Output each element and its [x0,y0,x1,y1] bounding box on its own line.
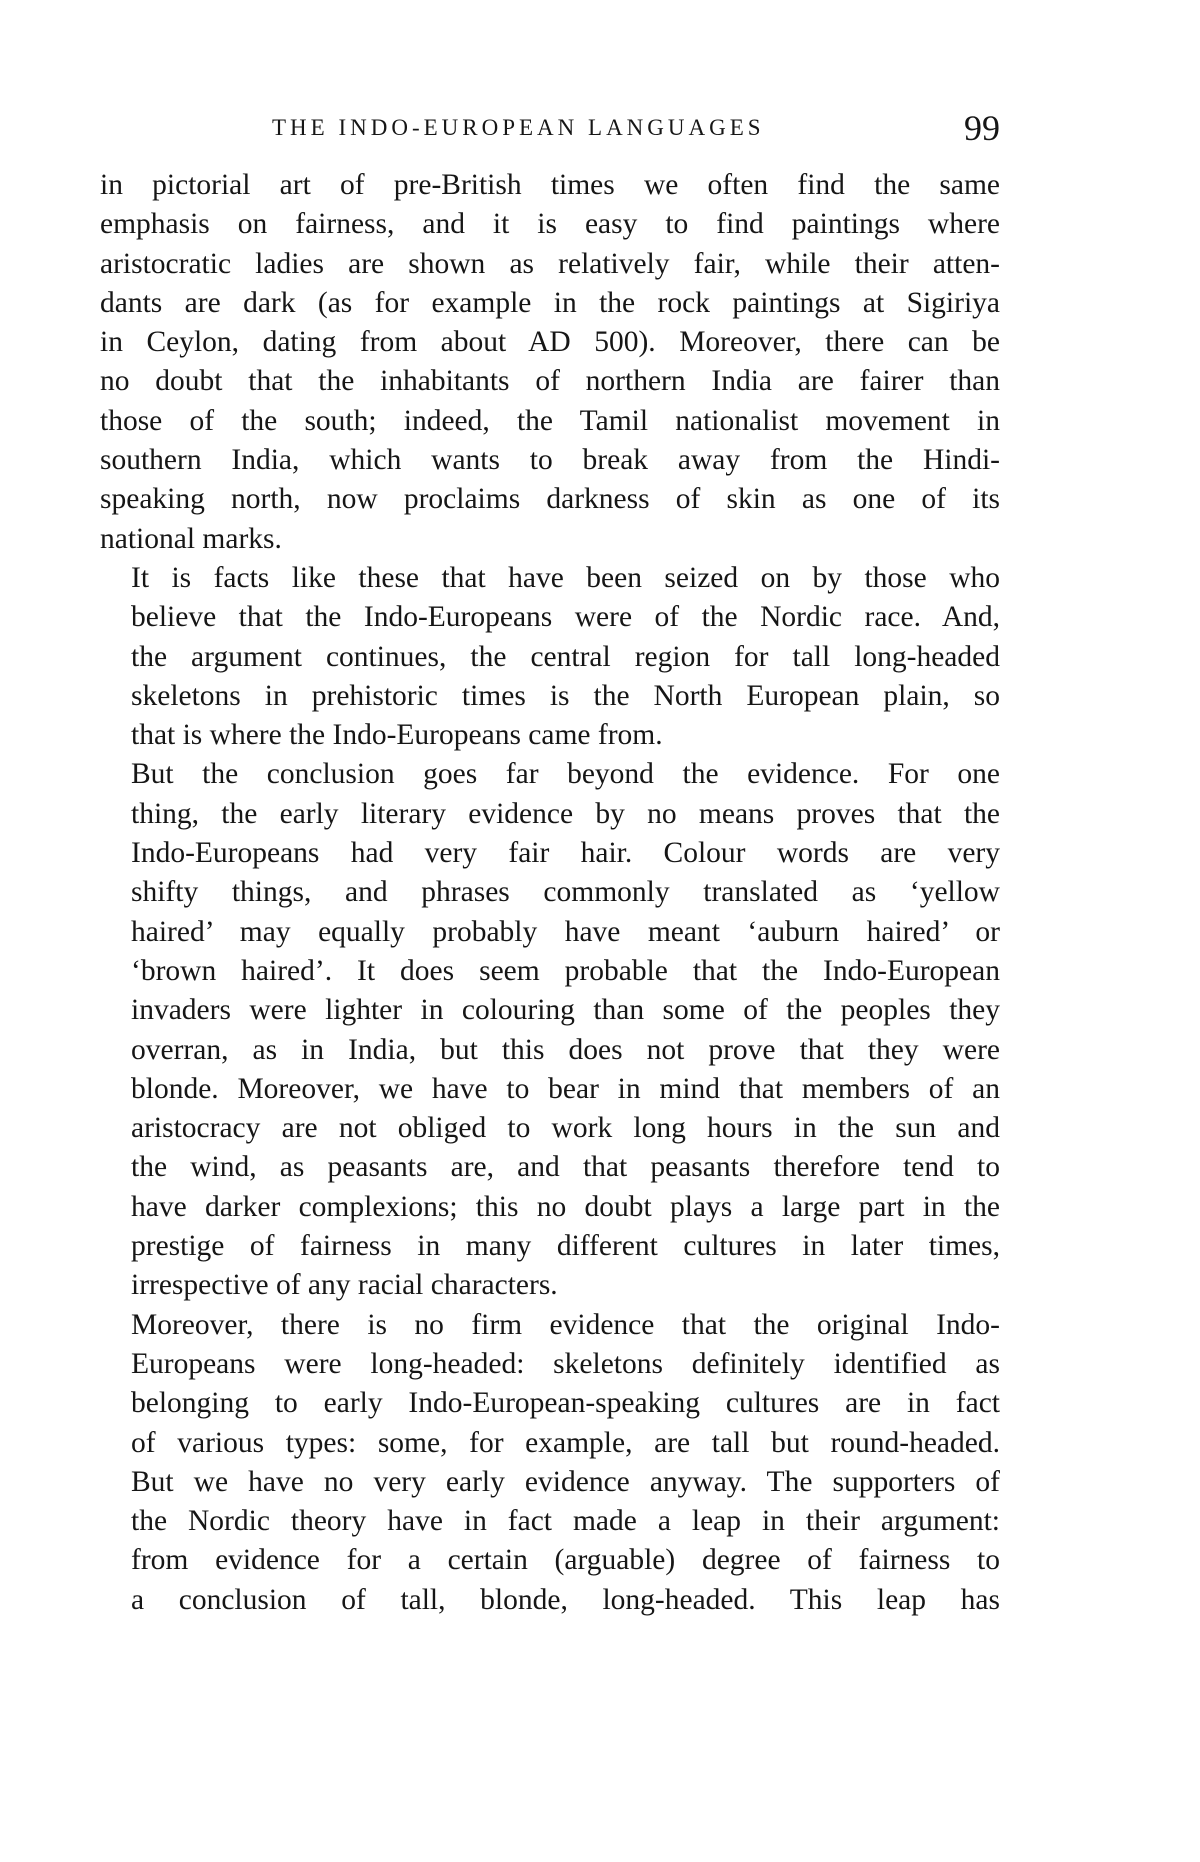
text-line: Indo-Europeans had very fair hair. Colour words are very [131,837,1000,870]
text-line: blonde. Moreover, we have to bear in mind that members of an [131,1072,1000,1105]
text-line: aristocracy are not obliged to work long hours in the sun and [131,1112,1000,1145]
text-line: Moreover, there is no firm evidence that the original Indo- [131,1308,1000,1341]
text-line: thing, the early literary evidence by no means proves that the [131,797,1000,830]
text-line: aristocratic ladies are shown as relatively fair, while their atten- [100,247,1000,280]
text-line: in Ceylon, dating from about AD 500). Moreover, there can be [100,326,1000,359]
paragraph-1 [100,166,1000,559]
body-text [100,166,1000,1620]
text-line: overran, as in India, but this does not prove that they were [131,1033,1000,1066]
running-title: THE INDO-EUROPEAN LANGUAGES [272,115,765,140]
text-line: the wind, as peasants are, and that peasants therefore tend to [131,1151,1000,1184]
text-line: believe that the Indo-Europeans were of the Nordic race. And, [131,601,1000,634]
paragraph-3 [100,755,1000,1305]
text-line: It is facts like these that have been seized on by those who [131,561,1000,594]
text-line: invaders were lighter in colouring than some of the peoples they [131,994,1000,1027]
running-header [100,108,1000,148]
paragraph-4 [100,1306,1000,1620]
text-line: speaking north, now proclaims darkness of skin as one of its [100,483,1000,516]
text-line: from evidence for a certain (arguable) degree of fairness to [131,1544,1000,1577]
text-line: a conclusion of tall, blonde, long-headed. This leap has [131,1583,1000,1616]
text-line: that is where the Indo-Europeans came from. [131,719,663,752]
text-line: the Nordic theory have in fact made a leap in their argument: [131,1505,1000,1538]
text-line: emphasis on fairness, and it is easy to find paintings where [100,208,1000,241]
text-line: no doubt that the inhabitants of northern India are fairer than [100,365,1000,398]
text-line: belonging to early Indo-European-speaking cultures are in fact [131,1387,1000,1420]
text-line: those of the south; indeed, the Tamil nationalist movement in [100,404,1000,437]
paragraph-2 [100,559,1000,755]
text-line: haired’ may equally probably have meant ‘auburn haired’ or [131,915,1000,948]
text-line: of various types: some, for example, are tall but round-headed. [131,1426,1000,1459]
page-number: 99 [964,108,1000,148]
text-line: But the conclusion goes far beyond the evidence. For one [131,758,1000,791]
text-line: skeletons in prehistoric times is the North European plain, so [131,679,1000,712]
text-line: southern India, which wants to break away from the Hindi- [100,444,1000,477]
text-line: in pictorial art of pre-British times we often find the same [100,169,1000,201]
text-line: Europeans were long-headed: skeletons definitely identified as [131,1347,1000,1380]
text-line: But we have no very early evidence anyway. The supporters of [131,1465,1000,1498]
text-line: have darker complexions; this no doubt plays a large part in the [131,1190,1000,1223]
text-line: national marks. [100,522,282,555]
text-line: the argument continues, the central region for tall long-headed [131,640,1000,673]
text-line: dants are dark (as for example in the rock paintings at Sigiriya [100,286,1000,319]
text-line: ‘brown haired’. It does seem probable that the Indo-European [131,954,1000,987]
text-line: irrespective of any racial characters. [131,1269,558,1302]
text-line: prestige of fairness in many different cultures in later times, [131,1230,1000,1263]
text-line: shifty things, and phrases commonly translated as ‘yellow [131,876,1000,909]
